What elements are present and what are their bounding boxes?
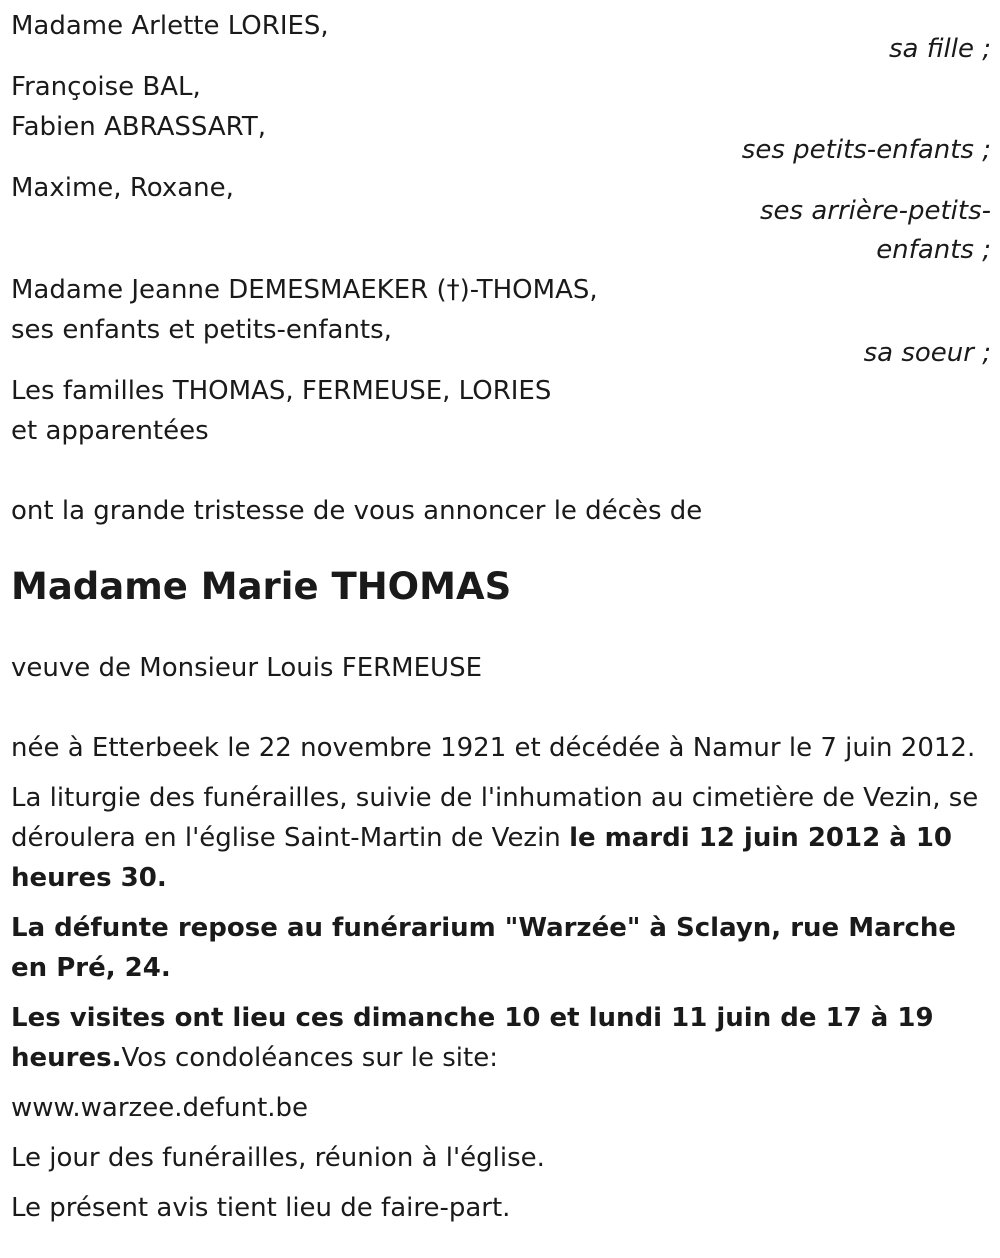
- family-name: ses enfants et petits-enfants,: [11, 315, 392, 345]
- rests-paragraph: [11, 908, 991, 988]
- deceased-name: Madame Marie THOMAS: [11, 565, 512, 608]
- family-group-grandchildren: [11, 67, 991, 170]
- family-group-families: [11, 371, 991, 451]
- liturgy-paragraph: [11, 778, 991, 898]
- family-group-sister: [11, 270, 991, 373]
- family-group-daughter: [11, 6, 991, 69]
- website-link[interactable]: www.warzee.defunt.be: [11, 1093, 309, 1123]
- notice-text: Le présent avis tient lieu de faire-part.: [11, 1193, 511, 1223]
- family-name: Madame Arlette LORIES,: [11, 11, 329, 41]
- family-relation: sa fille ;: [888, 34, 991, 64]
- rests-text: La défunte repose au funérarium "Warzée" à Sclayn, rue Marche en Pré, 24.: [11, 913, 957, 983]
- liturgy-date: le mardi 12 juin 2012 à 10 heures 30.: [11, 823, 953, 893]
- visits-hours: Les visites ont lieu ces dimanche 10 et lundi 11 juin de 17 à 19 heures.: [11, 1003, 934, 1073]
- family-name: Les familles THOMAS, FERMEUSE, LORIES: [11, 376, 552, 406]
- family-relation: ses arrière-petits-: [760, 196, 991, 226]
- meeting-info: Le jour des funérailles, réunion à l'église.: [11, 1143, 545, 1173]
- family-name: Françoise BAL,: [11, 72, 201, 102]
- visits-condolences: Vos condoléances sur le site:: [121, 1043, 498, 1073]
- announcement-text: ont la grande tristesse de vous annoncer le décès de: [11, 496, 703, 526]
- family-group-great-grandchildren: [11, 168, 991, 270]
- widow-of: veuve de Monsieur Louis FERMEUSE: [11, 653, 483, 683]
- family-name: Fabien ABRASSART,: [11, 112, 266, 142]
- family-name: Madame Jeanne DEMESMAEKER (†)-THOMAS,: [11, 275, 598, 305]
- birth-death: née à Etterbeek le 22 novembre 1921 et décédée à Namur le 7 juin 2012.: [11, 733, 976, 763]
- obituary-notice: [11, 6, 991, 1228]
- family-relation: ses petits-enfants ;: [741, 135, 991, 165]
- family-name: Maxime, Roxane,: [11, 173, 234, 203]
- family-name: et apparentées: [11, 416, 209, 446]
- family-relation: enfants ;: [876, 235, 991, 265]
- visits-paragraph: [11, 998, 991, 1078]
- liturgy-text: La liturgie des funérailles, suivie de l'inhumation au cimetière de Vezin, se déroulera en l'église Saint-Martin de Vezin: [11, 783, 979, 853]
- family-relation: sa soeur ;: [863, 338, 991, 368]
